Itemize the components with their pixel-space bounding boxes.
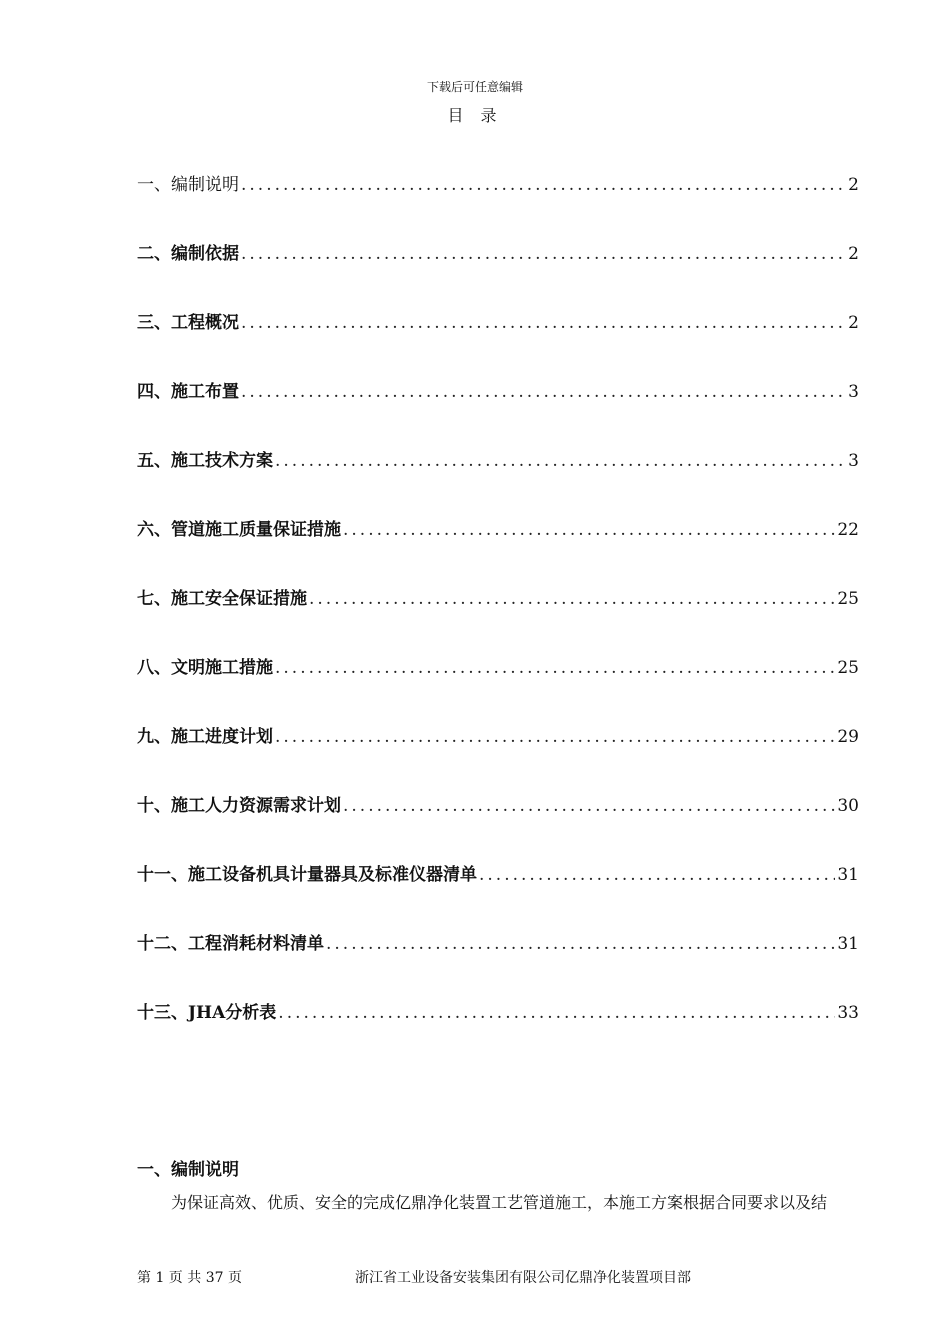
- toc-entry-label: 十、施工人力资源需求计划: [137, 796, 341, 816]
- footer-page-info: 第 1 页 共 37 页: [137, 1270, 242, 1286]
- toc-entry-label: 六、管道施工质量保证措施: [137, 520, 341, 540]
- toc-entry-7[interactable]: [137, 584, 859, 653]
- toc-dot-leader: [241, 382, 846, 402]
- toc-entry-label: 四、施工布置: [137, 382, 239, 402]
- toc-entry-label: 七、施工安全保证措施: [137, 589, 307, 609]
- toc-entry-page: 30: [837, 796, 859, 816]
- toc-dot-leader: [278, 1003, 835, 1023]
- toc-entry-13[interactable]: [137, 998, 859, 1067]
- toc-entry-page: 29: [837, 727, 859, 747]
- toc-entry-1[interactable]: [137, 170, 859, 239]
- toc-entry-4[interactable]: [137, 377, 859, 446]
- toc-dot-leader: [275, 727, 835, 747]
- toc-entry-page: 2: [848, 313, 859, 333]
- toc-entry-8[interactable]: [137, 653, 859, 722]
- toc-entry-label: 十一、施工设备机具计量器具及标准仪器清单: [137, 865, 477, 885]
- toc-entry-page: 2: [848, 175, 859, 195]
- toc-dot-leader: [241, 175, 846, 195]
- toc-entry-label: 九、施工进度计划: [137, 727, 273, 747]
- toc-entry-11[interactable]: [137, 860, 859, 929]
- toc-entry-label: 三、工程概况: [137, 313, 239, 333]
- toc-dot-leader: [479, 865, 835, 885]
- toc-entry-label: 五、施工技术方案: [137, 451, 273, 471]
- toc-dot-leader: [241, 313, 846, 333]
- toc-dot-leader: [326, 934, 835, 954]
- toc-entry-page: 3: [848, 451, 859, 471]
- toc-entry-page: 33: [837, 1003, 859, 1023]
- toc-entry-page: 31: [837, 934, 859, 954]
- toc-title: 目 录: [447, 106, 503, 125]
- toc-dot-leader: [275, 658, 835, 678]
- toc-entry-page: 2: [848, 244, 859, 264]
- toc-entry-12[interactable]: [137, 929, 859, 998]
- toc-entry-10[interactable]: [137, 791, 859, 860]
- toc-entry-label: 十二、工程消耗材料清单: [137, 934, 324, 954]
- toc-entry-page: 3: [848, 382, 859, 402]
- toc-dot-leader: [343, 520, 835, 540]
- table-of-contents: [137, 170, 859, 1067]
- toc-dot-leader: [343, 796, 835, 816]
- toc-entry-label: 十三、JHA分析表: [137, 1003, 277, 1023]
- footer-organization: 浙江省工业设备安装集团有限公司亿鼎净化装置项目部: [355, 1270, 691, 1286]
- toc-entry-3[interactable]: [137, 308, 859, 377]
- toc-dot-leader: [309, 589, 835, 609]
- toc-entry-label: 二、编制依据: [137, 244, 239, 264]
- toc-entry-label: 八、文明施工措施: [137, 658, 273, 678]
- toc-entry-page: 22: [837, 520, 859, 540]
- toc-entry-9[interactable]: [137, 722, 859, 791]
- toc-dot-leader: [241, 244, 846, 264]
- toc-entry-page: 31: [837, 865, 859, 885]
- toc-entry-6[interactable]: [137, 515, 859, 584]
- section-heading: 一、编制说明: [137, 1160, 239, 1180]
- header-note: 下载后可任意编辑: [426, 80, 523, 94]
- body-paragraph: 为保证高效、优质、安全的完成亿鼎净化装置工艺管道施工，本施工方案根据合同要求以及结: [171, 1193, 828, 1212]
- toc-entry-page: 25: [837, 589, 859, 609]
- toc-entry-2[interactable]: [137, 239, 859, 308]
- toc-dot-leader: [275, 451, 846, 471]
- toc-entry-5[interactable]: [137, 446, 859, 515]
- toc-entry-page: 25: [837, 658, 859, 678]
- toc-entry-label: 一、编制说明: [137, 175, 239, 195]
